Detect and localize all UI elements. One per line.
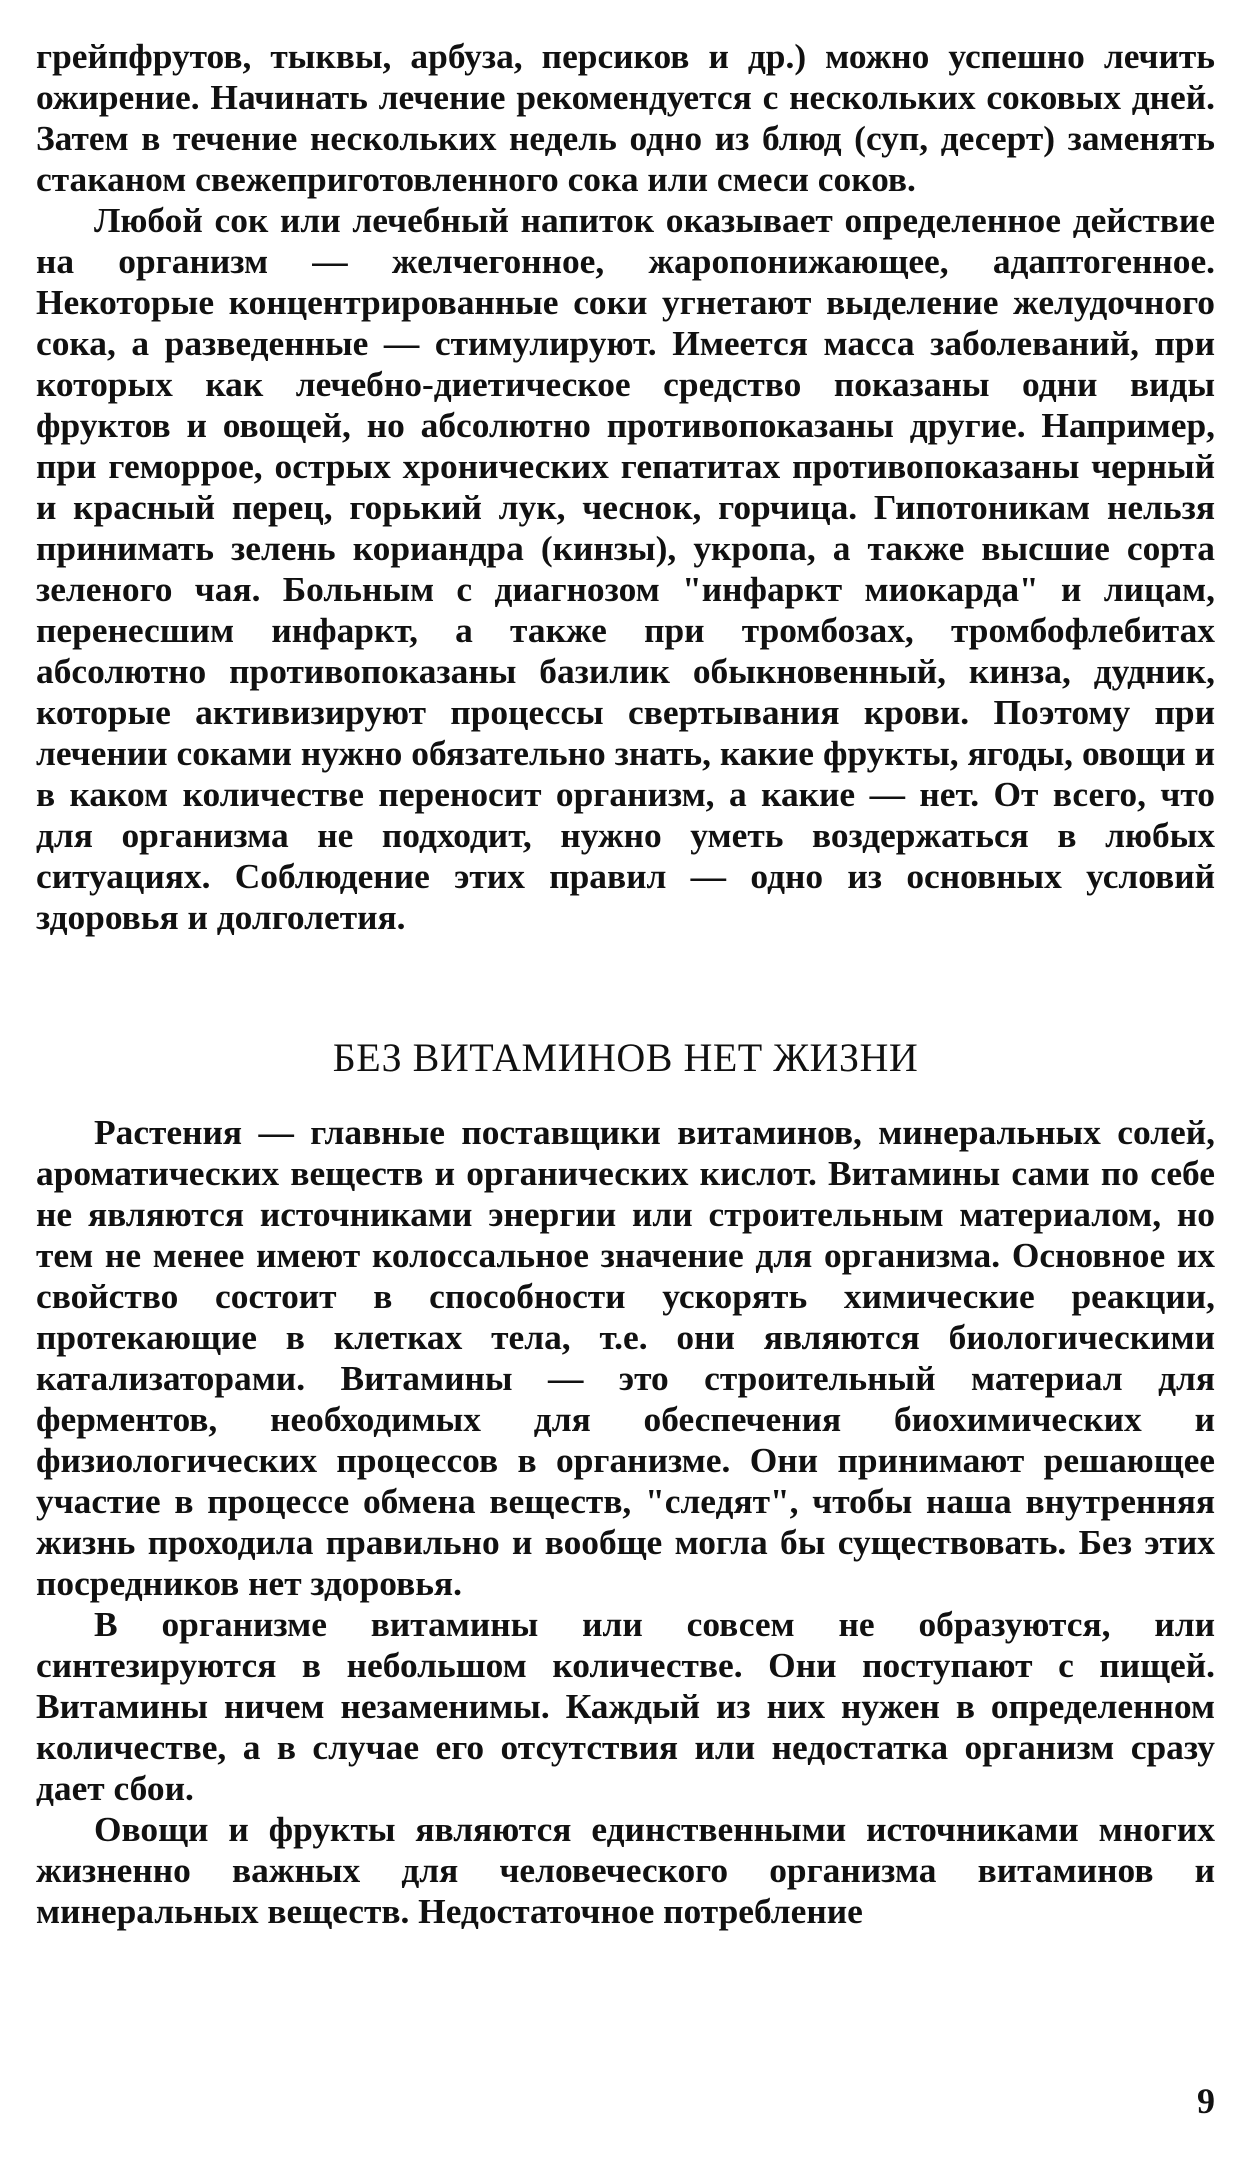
paragraph-vitamins-synthesis: В организме витамины или совсем не образуются, или синтезируются в небольшом количестве. Они поступают с пищей. Витамины ничем незаменимы. Каждый из них нужен в определенном количестве, а в случае его отсутствия или недостатка организм сразу дает сбои.	[36, 1604, 1215, 1808]
page-content	[36, 36, 1215, 1932]
paragraph-continuation: грейпфрутов, тыквы, арбуза, персиков и др.) можно успешно лечить ожирение. Начинать лечение рекомендуется с нескольких соковых дней. Затем в течение нескольких недель одно из блюд (суп, десерт) заменять стаканом свежеприготовленного сока или смеси соков.	[36, 36, 1215, 199]
paragraph-vitamins-intro: Растения — главные поставщики витаминов, минеральных солей, ароматических веществ и органических кислот. Витамины сами по себе не являются источниками энергии или строительным материалом, но тем не менее имеют колоссальное значение для организма. Основное их свойство состоит в способности ускорять химические реакции, протекающие в клетках тела, т.е. они являются биологическими катализаторами. Витамины — это строительный материал для ферментов, необходимых для обеспечения биохимических и физиологических процессов в организме. Они принимают решающее участие в процессе обмена веществ, "следят", чтобы наша внутренняя жизнь проходила правильно и вообще могла бы существовать. Без этих посредников нет здоровья.	[36, 1112, 1215, 1603]
section-heading: БЕЗ ВИТАМИНОВ НЕТ ЖИЗНИ	[332, 1035, 919, 1080]
paragraph-vegetables-fruits: Овощи и фрукты являются единственными источниками многих жизненно важных для человеческого организма витаминов и минеральных веществ. Недостаточное потребление	[36, 1809, 1215, 1931]
page-number: 9	[1197, 2081, 1215, 2121]
paragraph-juice-effects: Любой сок или лечебный напиток оказывает определенное действие на организм — желчегонное, жаропонижающее, адаптогенное. Некоторые концентрированные соки угнетают выделение желудочного сока, а разведенные — стимулируют. Имеется масса заболеваний, при которых как лечебно-диетическое средство показаны одни виды фруктов и овощей, но абсолютно противопоказаны другие. Например, при геморрое, острых хронических гепатитах противопоказаны черный и красный перец, горький лук, чеснок, горчица. Гипотоникам нельзя принимать зелень кориандра (кинзы), укропа, а также высшие сорта зеленого чая. Больным с диагнозом "инфаркт миокарда" и лицам, перенесшим инфаркт, а также при тромбозах, тромбофлебитах абсолютно противопоказаны базилик обыкновенный, кинза, дудник, которые активизируют процессы свертывания крови. Поэтому при лечении соками нужно обязательно знать, какие фрукты, ягоды, овощи и в каком количестве переносит организм, а какие — нет. От всего, что для организма не подходит, нужно уметь воздержаться в любых ситуациях. Соблюдение этих правил — одно из основных условий здоровья и долголетия.	[36, 200, 1215, 937]
